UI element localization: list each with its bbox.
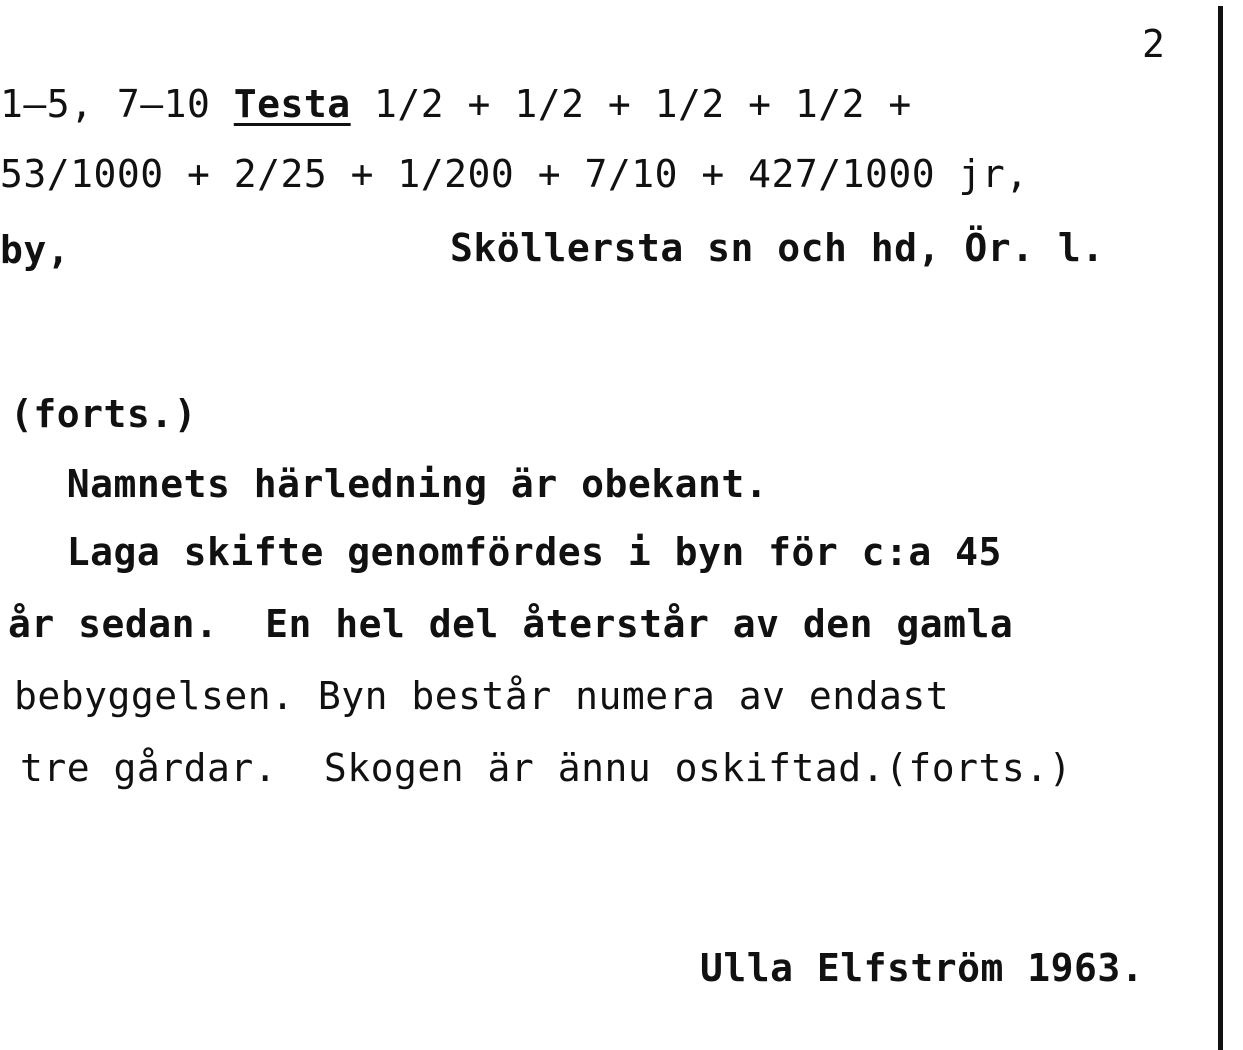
heading-prefix: 1–5, 7–10 [0,82,234,126]
body-line-2: Namnets härledning är obekant. [20,462,769,506]
body-line-3: Laga skifte genomfördes i byn för c:a 45 [20,530,1002,574]
heading-fractions-1: 1/2 + 1/2 + 1/2 + 1/2 + [350,82,912,126]
heading-line-1 [0,82,912,126]
heading-line-2: 53/1000 + 2/25 + 1/200 + 7/10 + 427/1000 jr, [0,152,1029,196]
body-line-4: år sedan. En hel del återstår av den gamla [8,602,1014,646]
card-edge-line [1218,6,1223,1050]
body-line-1: (forts.) [10,392,198,436]
place-name: Testa [233,82,351,126]
heading-type: by, [0,228,71,272]
body-line-5: bebyggelsen. Byn består numera av endast [14,674,950,718]
body-line-6: tre gårdar. Skogen är ännu oskiftad.(forts.) [20,746,1073,790]
page-number: 2 [1142,22,1166,66]
signature: Ulla Elfström 1963. [700,946,1145,990]
heading-location: Sköllersta sn och hd, Ör. l. [450,226,1105,270]
